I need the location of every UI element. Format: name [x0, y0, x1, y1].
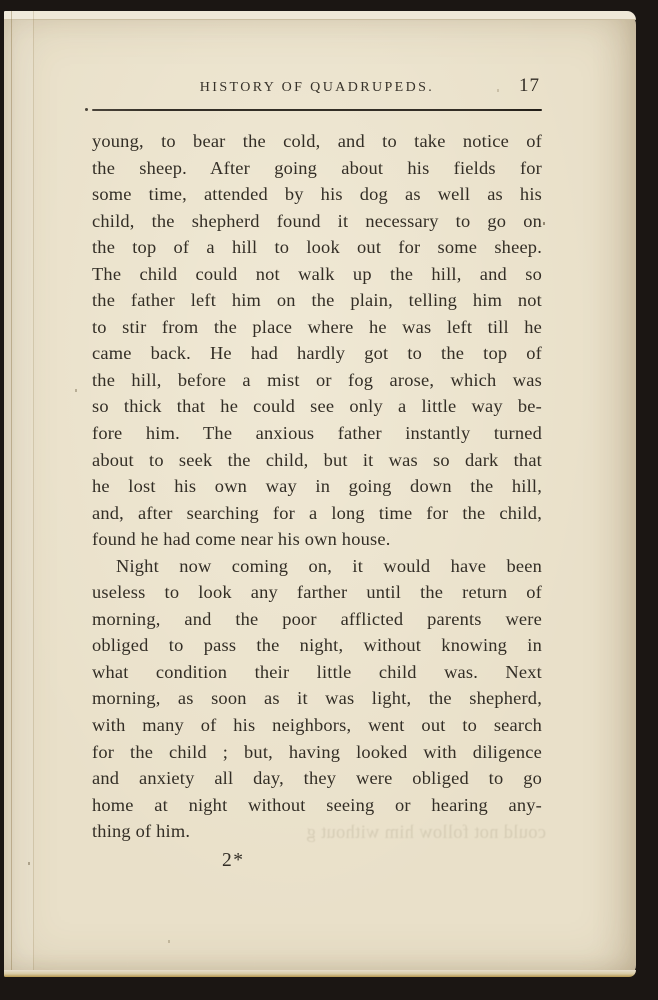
running-header: HISTORY OF QUADRUPEDS.	[199, 80, 435, 95]
text-line: the top of a hill to look out for some sheep.	[92, 237, 542, 258]
page-crease	[11, 11, 12, 977]
text-line: and, after searching for a long time for the child,	[92, 502, 542, 523]
text-line: to stir from the place where he was left till he	[92, 316, 542, 337]
text-line: The child could not walk up the hill, and so	[92, 263, 542, 284]
text-line: the sheep. After going about his fields for	[92, 157, 542, 178]
text-line: young, to bear the cold, and to take notice of	[92, 131, 542, 151]
text-line: found he had come near his own house.	[92, 529, 391, 550]
paper-specks	[4, 11, 6, 14]
text-column	[92, 11, 542, 977]
text-line: he lost his own way in going down the hill,	[92, 476, 542, 497]
text-line: so thick that he could see only a little way be-	[92, 396, 542, 417]
text-line: home at night without seeing or hearing any-	[92, 794, 542, 815]
page-gutter-band	[4, 11, 33, 977]
text-line: obliged to pass the night, without knowing in	[92, 635, 542, 656]
text-line: child, the shepherd found it necessary to go on	[92, 210, 542, 231]
show-through-text: could not follow him without g	[306, 823, 546, 843]
page-bottom-edge	[4, 970, 636, 977]
text-line: morning, as soon as it was light, the shepherd,	[92, 688, 542, 709]
text-line: some time, attended by his dog as well as his	[92, 184, 542, 205]
text-line: morning, and the poor afflicted parents were	[92, 608, 542, 629]
header-rule	[92, 109, 542, 111]
signature-mark: 2*	[222, 849, 245, 871]
text-line: the father left him on the plain, telling him not	[92, 290, 542, 311]
text-line: what condition their little child was. Next	[92, 661, 542, 682]
text-line: Night now coming on, it would have been	[116, 555, 542, 576]
text-line: for the child ; but, having looked with diligence	[92, 741, 542, 762]
text-line: came back. He had hardly got to the top of	[92, 343, 542, 364]
text-line: useless to look any farther until the return of	[92, 582, 542, 603]
text-line: about to seek the child, but it was so dark that	[92, 449, 542, 470]
text-line: thing of him.	[92, 821, 191, 842]
page-number: 17	[519, 75, 540, 96]
book-page	[4, 11, 636, 977]
text-line: fore him. The anxious father instantly turned	[92, 423, 542, 444]
text-line: with many of his neighbors, went out to search	[92, 715, 542, 736]
body-text	[92, 128, 542, 874]
text-line: and anxiety all day, they were obliged to go	[92, 768, 542, 789]
text-line: the hill, before a mist or fog arose, which was	[92, 369, 542, 390]
page-crease	[33, 11, 34, 977]
